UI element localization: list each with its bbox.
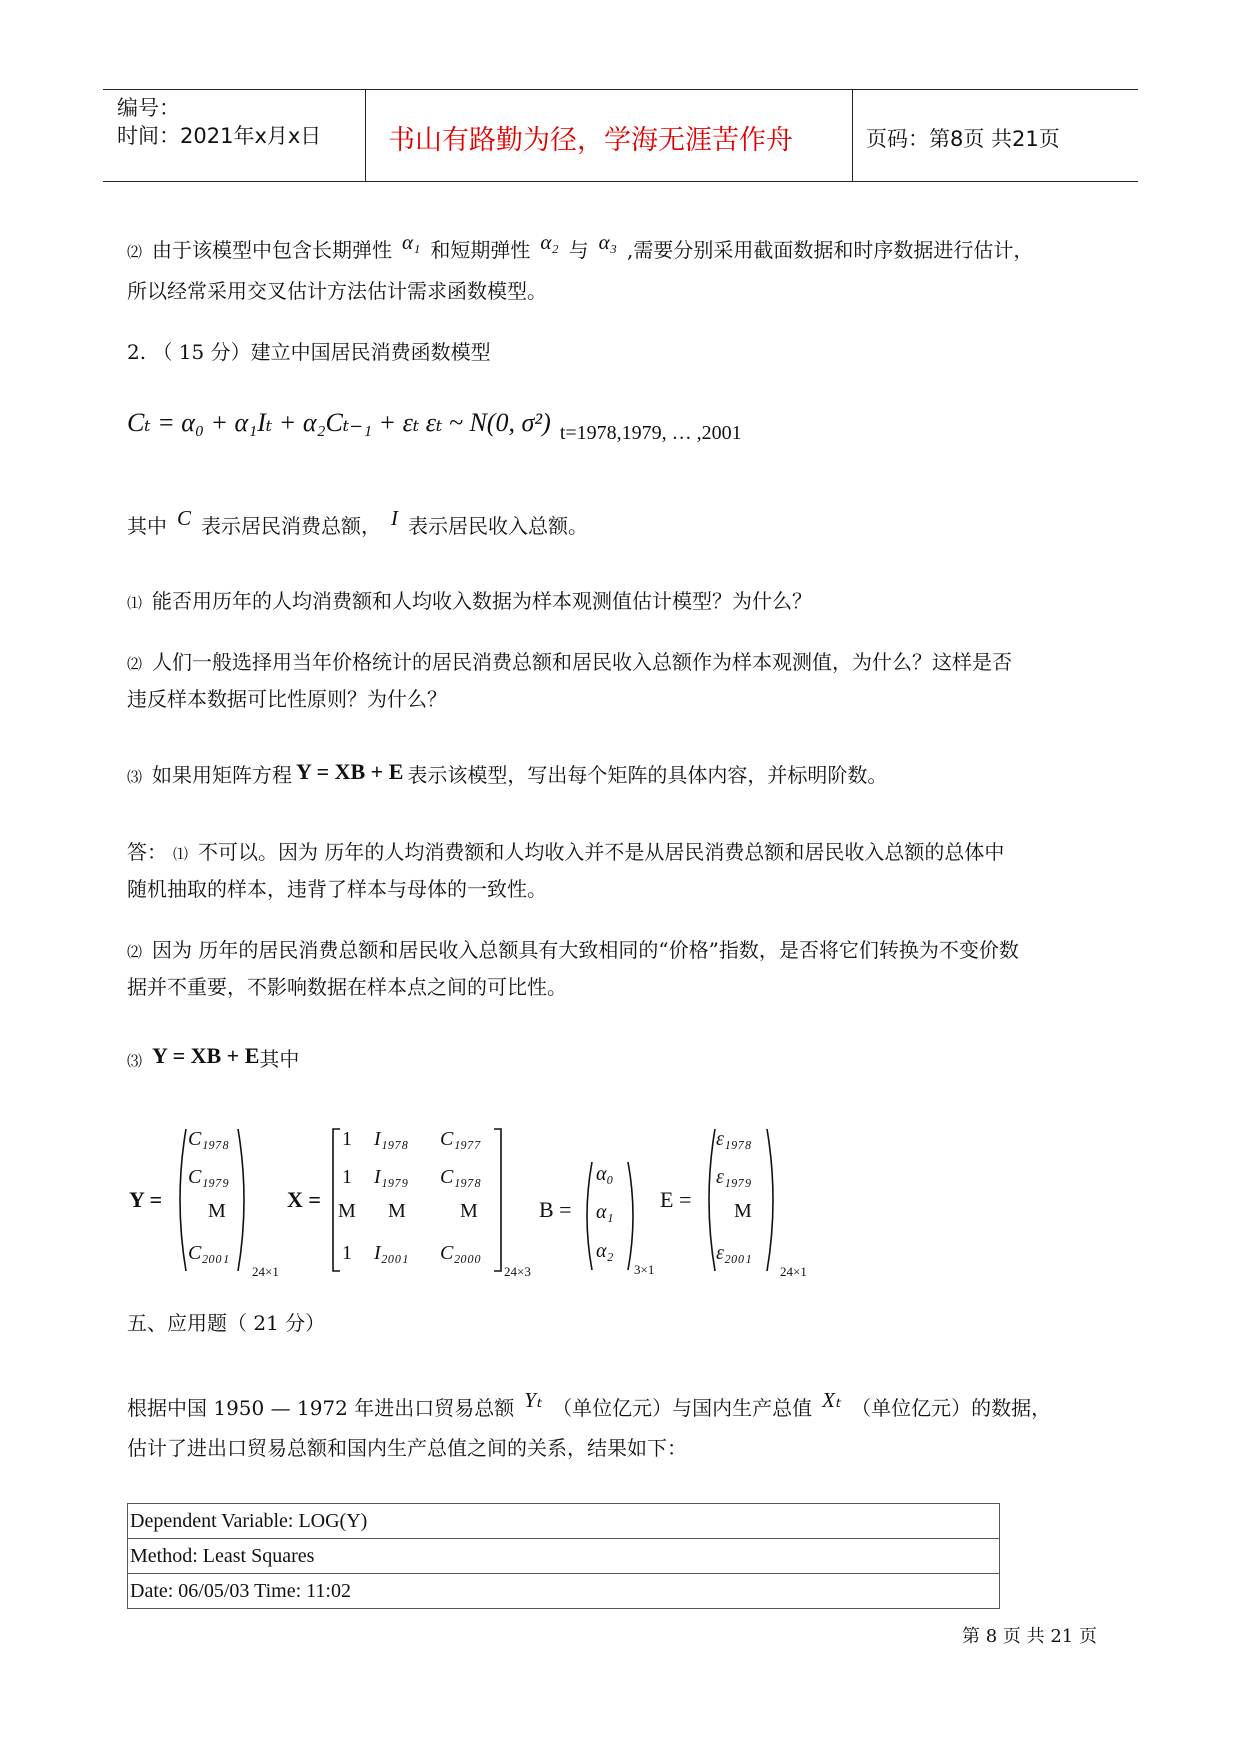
text: （单位亿元）与国内生产总值 <box>552 1396 813 1420</box>
paragraph-elasticity-line2: 所以经常采用交叉估计方法估计需求函数模型。 <box>127 279 547 303</box>
answer-label: 答： <box>127 840 167 864</box>
model-equation-row <box>127 408 742 444</box>
serial-label: 编号： <box>117 96 180 120</box>
matrix-Y-entry: M <box>208 1200 226 1222</box>
matrix-equation: Y = XB + E <box>296 759 404 784</box>
matrix-equation: Y = XB + E <box>152 1043 260 1068</box>
matrix-X-entry: 1 <box>342 1166 352 1188</box>
text: 表示居民消费总额， <box>201 514 382 538</box>
header-bottom-border <box>103 181 1138 182</box>
matrix-X-dim: 24×3 <box>504 1264 531 1279</box>
matrix-X-entry: 1 <box>342 1128 352 1150</box>
text: 表示该模型，写出每个矩阵的具体内容，并标明阶数。 <box>407 763 888 787</box>
matrix-B-entry: α₂ <box>596 1240 614 1262</box>
X-t-symbol: Xₜ <box>822 1388 842 1412</box>
alpha2-symbol: α₂ <box>540 230 559 254</box>
matrix-E-label: E = <box>660 1187 692 1212</box>
Y-t-symbol: Yₜ <box>524 1388 543 1412</box>
text: 其中 <box>259 1047 300 1071</box>
answer-2 <box>127 932 1019 971</box>
answer-1 <box>127 834 1004 873</box>
matrix-E-entry: ε₁₉₇₉ <box>716 1166 752 1188</box>
header-motto: 书山有路勤为径，学海无涯苦作舟 <box>388 125 793 156</box>
answer-1-line2: 随机抽取的样本，违背了样本与母体的一致性。 <box>127 877 547 901</box>
application-paragraph <box>127 1390 1051 1427</box>
table-row <box>128 1539 1000 1574</box>
matrix-B-entry: α₀ <box>596 1163 614 1185</box>
table-row <box>128 1574 1000 1609</box>
alpha3-symbol: α₃ <box>598 230 617 254</box>
matrix-X-entry: C₁₉₇₇ <box>440 1128 482 1150</box>
matrix-X-entry: I₁₉₇₈ <box>374 1128 409 1150</box>
matrix-X-entry: I₁₉₇₉ <box>374 1166 409 1188</box>
alpha1-symbol: α₁ <box>402 230 421 254</box>
model-equation: Cₜ = α₀ + α₁Iₜ + α₂Cₜ₋₁ + εₜ εₜ ~ N(0, σ²) <box>127 408 551 437</box>
table-cell: Method: Least Squares <box>128 1539 1000 1574</box>
matrix-X-entry: M <box>460 1200 478 1222</box>
answer-3 <box>127 1040 299 1080</box>
application-paragraph-line2: 估计了进出口贸易总额和国内生产总值之间的关系，结果如下： <box>127 1436 687 1460</box>
matrix-Y-label: Y = <box>129 1187 163 1212</box>
matrix-X-entry: C₁₉₇₈ <box>440 1166 482 1188</box>
matrix-X-entry: I₂₀₀₁ <box>374 1242 409 1264</box>
matrix-X-entry: M <box>388 1200 406 1222</box>
page-footer: 第 8 页 共 21 页 <box>962 1626 1097 1647</box>
matrix-Y-entry: C₁₉₇₈ <box>188 1128 230 1150</box>
text: 由于该模型中包含长期弹性 <box>152 238 393 262</box>
header-divider-left <box>365 89 366 181</box>
question-2-3 <box>127 756 887 796</box>
text: 其中 <box>127 514 167 538</box>
text: 不可以。因为 历年的人均消费额和人均收入并不是从居民消费总额和居民收入总额的总体中 <box>198 840 1005 864</box>
header-top-border <box>103 89 1138 90</box>
paragraph-elasticity <box>127 232 1033 271</box>
matrix-Y-entry: C₁₉₇₉ <box>188 1166 230 1188</box>
matrix-Y-dim: 24×1 <box>252 1264 279 1279</box>
question-2-2 <box>127 644 1012 683</box>
text: （单位亿元）的数据， <box>851 1396 1052 1420</box>
item-number: ⑵ <box>127 655 143 673</box>
item-number: ⑴ <box>127 594 143 612</box>
matrix-X-entry: 1 <box>342 1242 352 1264</box>
C-symbol: C <box>177 506 192 530</box>
matrix-E-dim: 24×1 <box>780 1264 807 1279</box>
matrix-B-entry: α₁ <box>596 1201 614 1223</box>
matrix-E-entry: ε₁₉₇₈ <box>716 1128 752 1150</box>
section-5-title: 五、应用题（ 21 分） <box>127 1311 326 1335</box>
item-number: ⑵ <box>127 243 143 261</box>
matrix-E-entry: M <box>734 1200 752 1222</box>
item-number: ⑴ <box>173 845 189 863</box>
variable-definitions <box>127 508 588 545</box>
matrix-X-entry: M <box>338 1200 356 1222</box>
matrix-B-label: B = <box>539 1197 572 1222</box>
text: 表示居民收入总额。 <box>408 514 589 538</box>
matrix-E-entry: ε₂₀₀₁ <box>716 1242 752 1264</box>
text: 与 <box>568 238 589 262</box>
I-symbol: I <box>391 506 399 530</box>
matrix-X-entry: C₂₀₀₀ <box>440 1242 482 1264</box>
header-divider-right <box>852 89 853 181</box>
time-label: 时间：2021年x月x日 <box>117 124 322 148</box>
question-2-1 <box>127 583 812 622</box>
item-number: ⑶ <box>127 768 143 786</box>
question-2-2-line2: 违反样本数据可比性原则？为什么？ <box>127 687 447 711</box>
page-label: 页码：第8页 共21页 <box>866 127 1060 151</box>
matrix-Y-entry: C₂₀₀₁ <box>188 1242 230 1264</box>
table-row <box>128 1504 1000 1539</box>
item-number: ⑵ <box>127 943 143 961</box>
table-cell: Date: 06/05/03 Time: 11:02 <box>128 1574 1000 1609</box>
matrix-B-dim: 3×1 <box>634 1262 655 1277</box>
text: 如果用矩阵方程 <box>152 763 293 787</box>
text: 和短期弹性 <box>430 238 531 262</box>
text: 因为 历年的居民消费总额和居民收入总额具有大致相同的“价格”指数，是否将它们转换为不变价数 <box>152 938 1019 962</box>
text: 人们一般选择用当年价格统计的居民消费总额和居民收入总额作为样本观测值，为什么？这样是否 <box>152 650 1013 674</box>
matrix-X-label: X = <box>287 1187 321 1212</box>
text: 根据中国 1950 — 1972 年进出口贸易总额 <box>127 1396 515 1420</box>
regression-results-table <box>127 1503 1000 1609</box>
text: ,需要分别采用截面数据和时序数据进行估计， <box>627 238 1034 262</box>
answer-2-line2: 据并不重要，不影响数据在样本点之间的可比性。 <box>127 975 567 999</box>
model-range: t=1978,1979, … ,2001 <box>559 422 742 444</box>
item-number: ⑶ <box>127 1052 143 1070</box>
question-2-title: 2. （ 15 分）建立中国居民消费函数模型 <box>127 340 491 364</box>
table-cell: Dependent Variable: LOG(Y) <box>128 1504 1000 1539</box>
text: 能否用历年的人均消费额和人均收入数据为样本观测值估计模型？为什么？ <box>152 589 813 613</box>
